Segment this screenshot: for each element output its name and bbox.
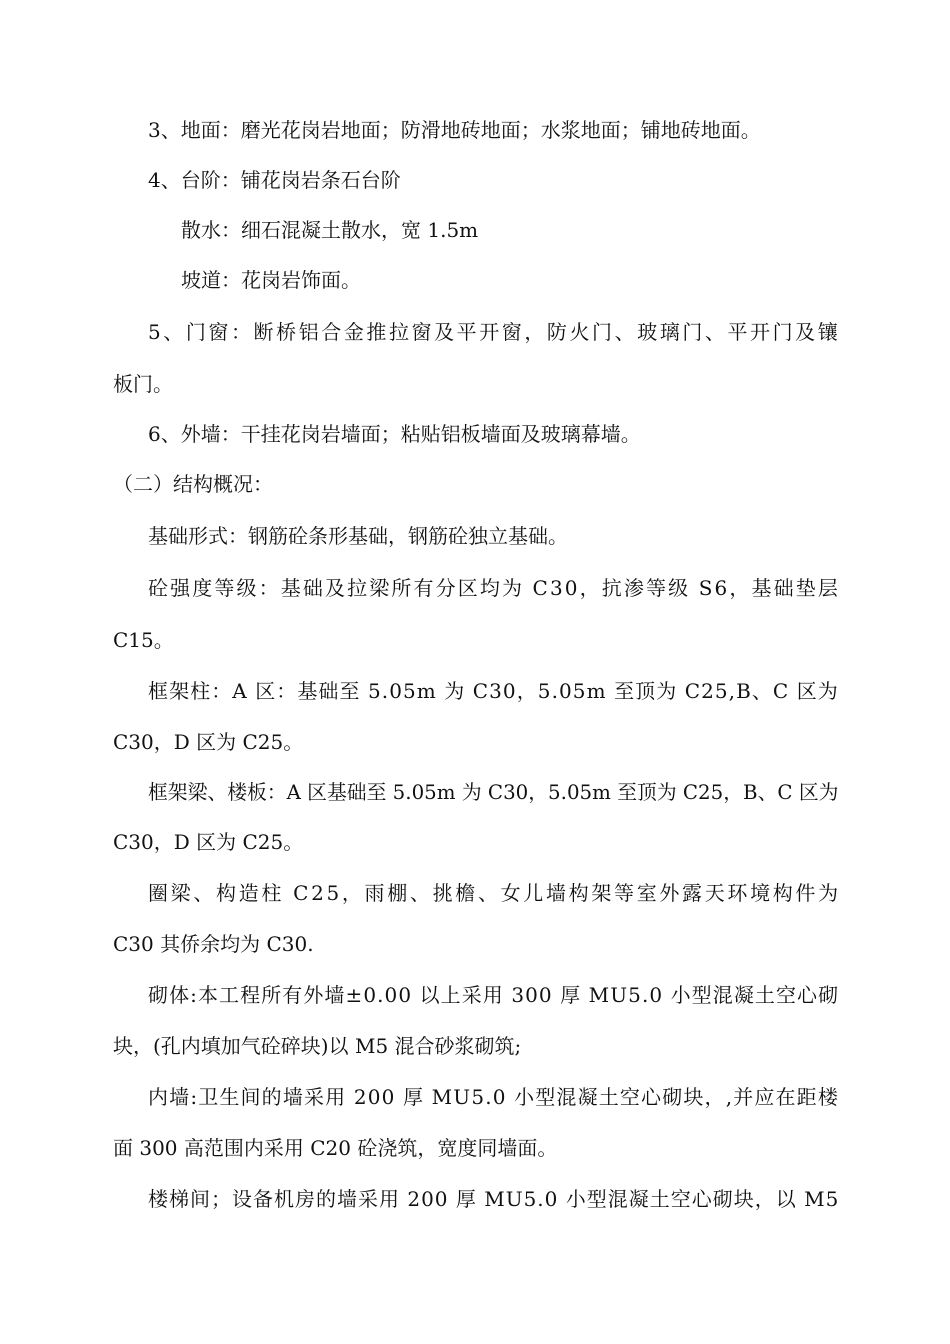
text-line-masonry: 砌体:本工程所有外墙±0.00 以上采用 300 厚 MU5.0 小型混凝土空心砌 [148, 983, 840, 1007]
text-line-doors-windows-cont: 板门。 [113, 372, 173, 396]
text-line-masonry-cont: 块，(孔内填加气砼碎块)以 M5 混合砂浆砌筑; [113, 1034, 522, 1058]
text-line-doors-windows: 5、门窗：断桥铝合金推拉窗及平开窗，防火门、玻璃门、平开门及镶 [148, 320, 841, 344]
text-line-apron: 散水：细石混凝土散水，宽 1.5m [181, 218, 479, 242]
text-line-interior-wall-cont: 面 300 高范围内采用 C20 砼浇筑，宽度同墙面。 [113, 1136, 558, 1160]
text-line-frame-column: 框架柱：A 区：基础至 5.05m 为 C30，5.05m 至顶为 C25,B、C 区为 [148, 679, 839, 703]
text-line-concrete-grade-cont: C15。 [113, 628, 174, 652]
text-line-frame-column-cont: C30，D 区为 C25。 [113, 730, 304, 754]
text-line-interior-wall: 内墙:卫生间的墙采用 200 厚 MU5.0 小型混凝土空心砌块，,并应在距楼 [148, 1085, 839, 1109]
text-line-foundation-type: 基础形式：钢筋砼条形基础，钢筋砼独立基础。 [148, 524, 568, 548]
section-heading-structure: （二）结构概况： [113, 472, 273, 496]
text-line-ring-beam: 圈梁、构造柱 C25，雨棚、挑檐、女儿墙构架等室外露天环境构件为 [148, 881, 841, 905]
text-line-frame-beam: 框架梁、楼板：A 区基础至 5.05m 为 C30，5.05m 至顶为 C25，B、C 区为 [148, 780, 839, 804]
text-line-concrete-grade: 砼强度等级：基础及拉梁所有分区均为 C30，抗渗等级 S6，基础垫层 [148, 576, 841, 600]
text-line-frame-beam-cont: C30，D 区为 C25。 [113, 830, 304, 854]
text-line-ramp: 坡道：花岗岩饰面。 [181, 268, 361, 292]
text-line-stairwell: 楼梯间；设备机房的墙采用 200 厚 MU5.0 小型混凝土空心砌块，以 M5 [148, 1187, 840, 1211]
text-line-exterior-wall: 6、外墙：干挂花岗岩墙面；粘贴铝板墙面及玻璃幕墙。 [148, 422, 641, 446]
text-line-steps: 4、台阶：铺花岗岩条石台阶 [148, 168, 401, 192]
text-line-floor: 3、地面：磨光花岗岩地面；防滑地砖地面；水浆地面；铺地砖地面。 [148, 118, 761, 142]
text-line-ring-beam-cont: C30 其侨余均为 C30. [113, 932, 314, 956]
